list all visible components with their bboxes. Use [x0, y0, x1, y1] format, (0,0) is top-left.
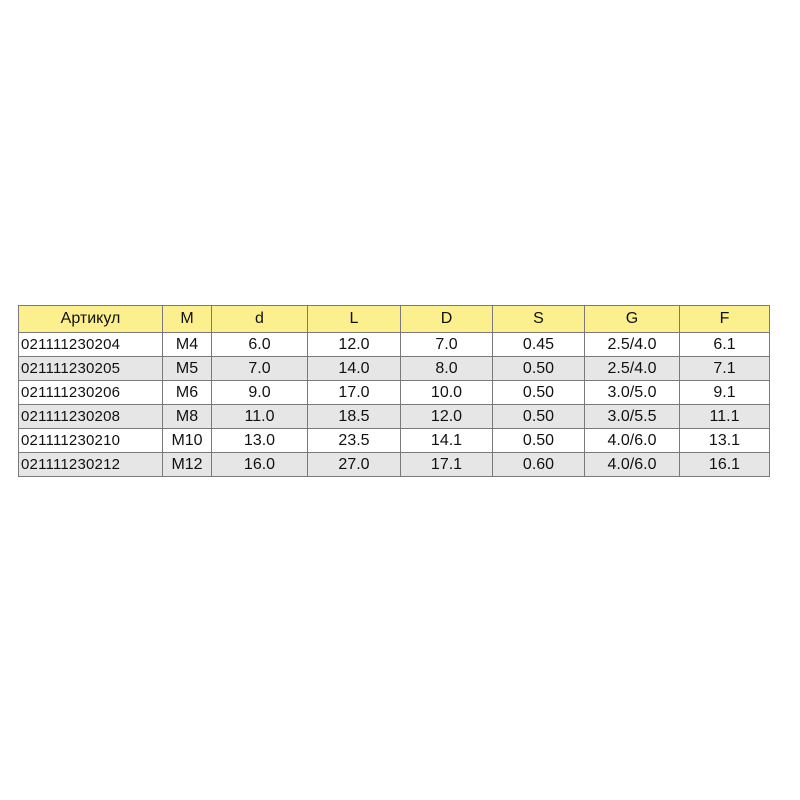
cell-d-large: 7.0 [401, 333, 493, 357]
cell-s: 0.50 [493, 429, 585, 453]
cell-d-large: 17.1 [401, 453, 493, 477]
cell-s: 0.60 [493, 453, 585, 477]
cell-s: 0.50 [493, 357, 585, 381]
cell-l: 27.0 [308, 453, 401, 477]
cell-g: 4.0/6.0 [585, 453, 680, 477]
cell-d-small: 16.0 [212, 453, 308, 477]
cell-d-large: 8.0 [401, 357, 493, 381]
header-cell-d-small: d [212, 306, 308, 333]
table-row [19, 453, 770, 477]
cell-article: 021111230205 [19, 357, 163, 381]
cell-g: 3.0/5.5 [585, 405, 680, 429]
cell-m: M5 [163, 357, 212, 381]
cell-f: 16.1 [680, 453, 770, 477]
cell-d-small: 9.0 [212, 381, 308, 405]
cell-l: 18.5 [308, 405, 401, 429]
cell-l: 17.0 [308, 381, 401, 405]
cell-m: M4 [163, 333, 212, 357]
cell-article: 021111230204 [19, 333, 163, 357]
cell-d-large: 12.0 [401, 405, 493, 429]
cell-article: 021111230206 [19, 381, 163, 405]
cell-l: 12.0 [308, 333, 401, 357]
cell-d-small: 6.0 [212, 333, 308, 357]
cell-f: 7.1 [680, 357, 770, 381]
cell-l: 14.0 [308, 357, 401, 381]
cell-d-large: 14.1 [401, 429, 493, 453]
cell-article: 021111230208 [19, 405, 163, 429]
header-cell-s: S [493, 306, 585, 333]
cell-s: 0.45 [493, 333, 585, 357]
header-cell-l: L [308, 306, 401, 333]
cell-g: 4.0/6.0 [585, 429, 680, 453]
cell-f: 11.1 [680, 405, 770, 429]
cell-d-small: 11.0 [212, 405, 308, 429]
header-cell-g: G [585, 306, 680, 333]
table-row [19, 381, 770, 405]
cell-f: 13.1 [680, 429, 770, 453]
header-cell-m: M [163, 306, 212, 333]
cell-f: 9.1 [680, 381, 770, 405]
cell-article: 021111230210 [19, 429, 163, 453]
cell-m: M12 [163, 453, 212, 477]
header-cell-f: F [680, 306, 770, 333]
spec-table [18, 305, 770, 477]
table-row [19, 405, 770, 429]
header-cell-d-large: D [401, 306, 493, 333]
cell-g: 2.5/4.0 [585, 357, 680, 381]
cell-s: 0.50 [493, 405, 585, 429]
table-row [19, 333, 770, 357]
header-cell-article: Артикул [19, 306, 163, 333]
cell-article: 021111230212 [19, 453, 163, 477]
cell-d-small: 7.0 [212, 357, 308, 381]
table-row [19, 357, 770, 381]
cell-m: M8 [163, 405, 212, 429]
cell-d-large: 10.0 [401, 381, 493, 405]
cell-l: 23.5 [308, 429, 401, 453]
cell-m: M10 [163, 429, 212, 453]
cell-s: 0.50 [493, 381, 585, 405]
cell-f: 6.1 [680, 333, 770, 357]
header-row [19, 306, 770, 333]
cell-g: 3.0/5.0 [585, 381, 680, 405]
cell-m: M6 [163, 381, 212, 405]
cell-d-small: 13.0 [212, 429, 308, 453]
table-row [19, 429, 770, 453]
cell-g: 2.5/4.0 [585, 333, 680, 357]
